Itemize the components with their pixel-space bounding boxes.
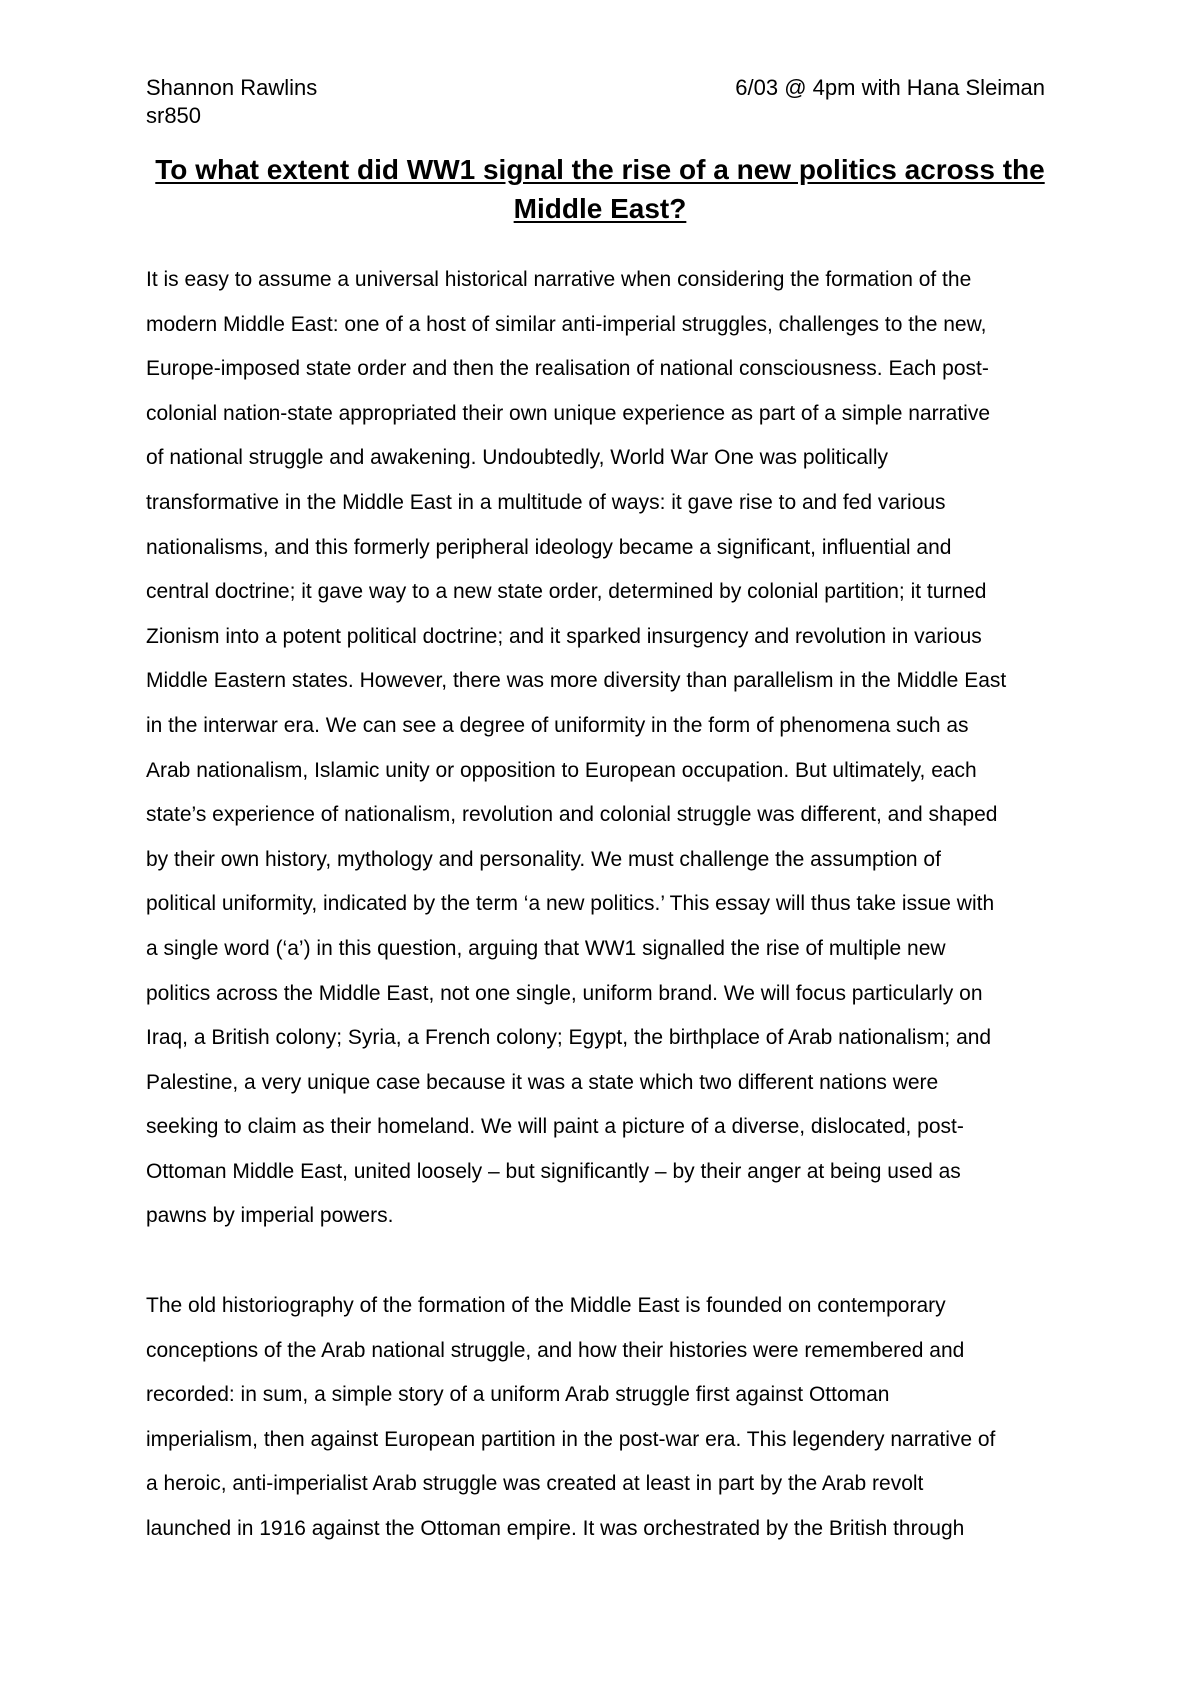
document-header	[146, 74, 1045, 130]
paragraph-line: Europe-imposed state order and then the realisation of national consciousness. Each post-	[146, 357, 989, 381]
paragraph-line: recorded: in sum, a simple story of a uniform Arab struggle first against Ottoman	[146, 1383, 890, 1407]
student-id: sr850	[146, 103, 202, 128]
paragraph-line: transformative in the Middle East in a multitude of ways: it gave rise to and fed various	[146, 490, 946, 514]
title-line: Middle East?	[513, 193, 687, 224]
paragraph-line: conceptions of the Arab national struggle, and how their histories were remembered and	[146, 1338, 965, 1362]
paragraph-line: colonial nation-state appropriated their own unique experience as part of a simple narrative	[146, 401, 990, 425]
paragraph-line: state’s experience of nationalism, revolution and colonial struggle was different, and shaped	[146, 803, 998, 827]
paragraph-line: a single word (‘a’) in this question, arguing that WW1 signalled the rise of multiple new	[146, 936, 946, 960]
paragraph-line: by their own history, mythology and personality. We must challenge the assumption of	[146, 847, 941, 871]
paragraph-line: launched in 1916 against the Ottoman empire. It was orchestrated by the British through	[146, 1516, 965, 1540]
author-name: Shannon Rawlins	[146, 75, 318, 100]
paragraph-line: Middle Eastern states. However, there was more diversity than parallelism in the Middle East	[146, 669, 1007, 693]
paragraph-line: politics across the Middle East, not one single, uniform brand. We will focus particularly on	[146, 981, 983, 1005]
paragraph-line: political uniformity, indicated by the term ‘a new politics.’ This essay will thus take issue with	[146, 892, 995, 916]
paragraph-line: nationalisms, and this formerly peripheral ideology became a significant, influential and	[146, 535, 952, 559]
header-row	[146, 74, 1045, 102]
paragraph-line: The old historiography of the formation of the Middle East is founded on contemporary	[146, 1294, 946, 1317]
paragraph	[146, 1284, 1066, 1552]
paragraph-line: Palestine, a very unique case because it was a state which two different nations were	[146, 1070, 939, 1094]
paragraph	[146, 258, 1066, 1239]
supervision-meta: 6/03 @ 4pm with Hana Sleiman	[735, 75, 1045, 100]
paragraph-line: of national struggle and awakening. Undoubtedly, World War One was politically	[146, 446, 889, 470]
paragraph-line: a heroic, anti-imperialist Arab struggle was created at least in part by the Arab revolt	[146, 1472, 924, 1496]
paragraph-line: Iraq, a British colony; Syria, a French colony; Egypt, the birthplace of Arab nationalism; and	[146, 1026, 992, 1050]
paragraph-line: central doctrine; it gave way to a new state order, determined by colonial partition; it turned	[146, 580, 987, 604]
paragraph-line: seeking to claim as their homeland. We will paint a picture of a diverse, dislocated, post-	[146, 1115, 964, 1139]
paragraph-line: Arab nationalism, Islamic unity or opposition to European occupation. But ultimately, each	[146, 758, 977, 782]
paragraph-line: in the interwar era. We can see a degree of uniformity in the form of phenomena such as	[146, 713, 969, 737]
title-line: To what extent did WW1 signal the rise of a new politics across the	[155, 154, 1045, 185]
paragraph-line: It is easy to assume a universal historical narrative when considering the formation of the	[146, 268, 972, 291]
essay-title	[140, 150, 1060, 228]
paragraph-line: imperialism, then against European partition in the post-war era. This legendery narrative of	[146, 1427, 996, 1451]
paragraph-line: Ottoman Middle East, united loosely – but significantly – by their anger at being used as	[146, 1159, 961, 1183]
paragraph-line: modern Middle East: one of a host of similar anti-imperial struggles, challenges to the new,	[146, 312, 987, 336]
paragraph-line: pawns by imperial powers.	[146, 1204, 394, 1228]
paragraph-line: Zionism into a potent political doctrine; and it sparked insurgency and revolution in various	[146, 624, 982, 648]
